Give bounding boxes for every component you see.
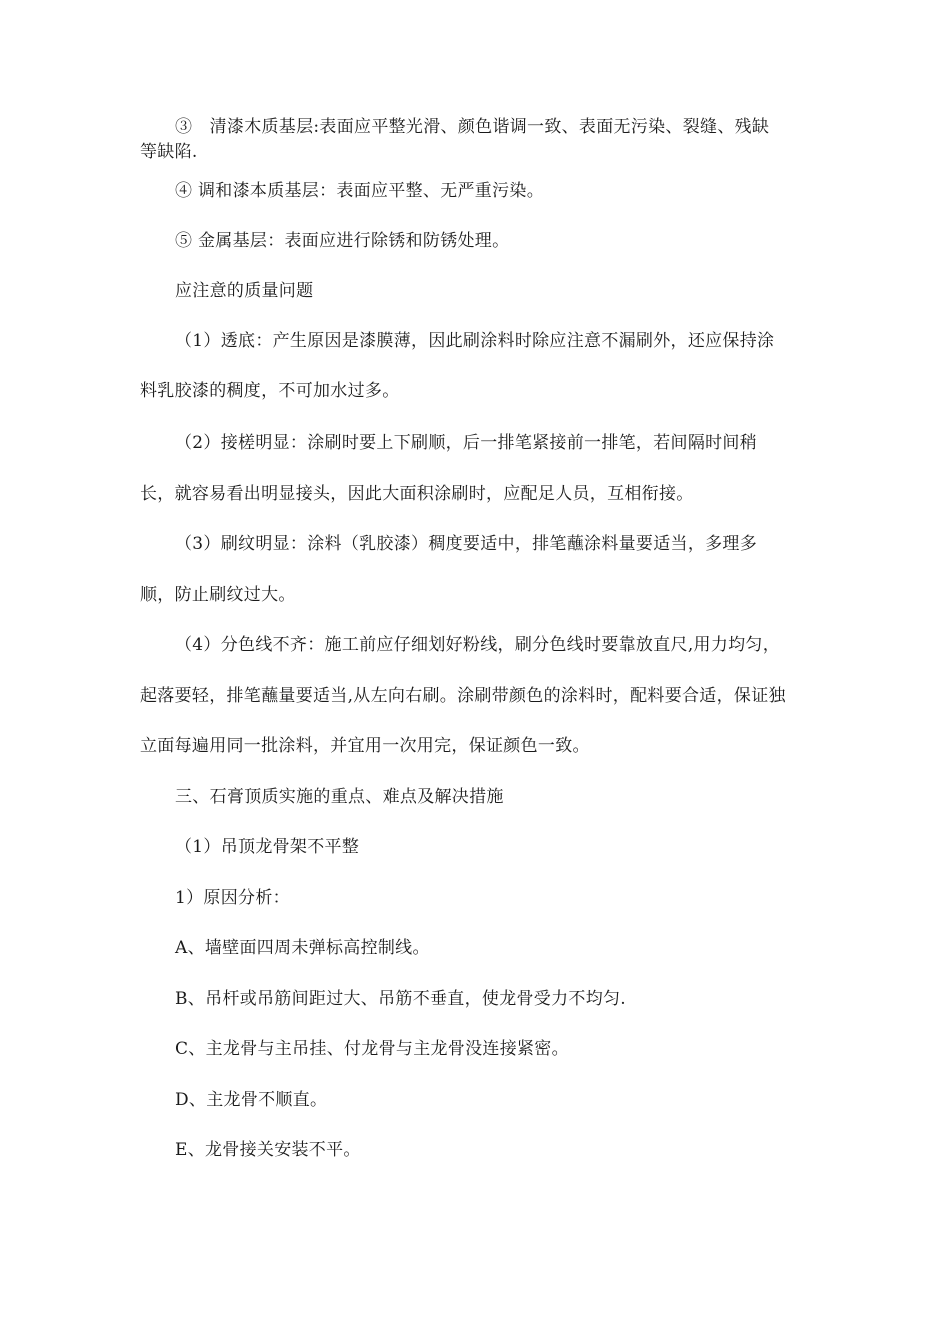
paragraph-line-brush-marks: （3）刷纹明显：涂料（乳胶漆）稠度要适中，排笔蘸涂料量要适当，多理多 [175, 534, 758, 554]
section-heading-gypsum-ceiling: 三、石膏顶质实施的重点、难点及解决措施 [175, 787, 504, 807]
paragraph-line-color-line-cont1: 起落要轻，排笔蘸量要适当,从左向右刷。涂刷带颜色的涂料时，配料要合适，保证独 [140, 686, 786, 706]
list-item-d: D、主龙骨不顺直。 [175, 1090, 328, 1110]
paragraph-line-color-line-cont2: 立面每遍用同一批涂料，并宜用一次用完，保证颜色一致。 [140, 736, 590, 756]
paragraph-line-show-through: （1）透底：产生原因是漆膜薄，因此刷涂料时除应注意不漏刷外，还应保持涂 [175, 331, 775, 351]
subheading-ceiling-frame-uneven: （1）吊顶龙骨架不平整 [175, 837, 360, 857]
list-item-c: C、主龙骨与主吊挂、付龙骨与主龙骨没连接紧密。 [175, 1039, 569, 1059]
section-heading-quality-issues: 应注意的质量问题 [175, 281, 314, 301]
paragraph-line-joint-visible: （2）接槎明显：涂刷时要上下刷顺，后一排笔紧接前一排笔，若间隔时间稍 [175, 433, 758, 453]
subheading-cause-analysis: 1）原因分析： [175, 888, 290, 908]
paragraph-line-blend-paint-base: ④ 调和漆本质基层：表面应平整、无严重污染。 [175, 181, 545, 201]
list-item-a: A、墙壁面四周未弹标高控制线。 [175, 938, 430, 958]
paragraph-line-color-line: （4）分色线不齐：施工前应仔细划好粉线，刷分色线时要靠放直尺,用力均匀， [175, 635, 781, 655]
paragraph-line-show-through-cont: 料乳胶漆的稠度，不可加水过多。 [140, 381, 400, 401]
paragraph-line-joint-visible-cont: 长，就容易看出明显接头，因此大面积涂刷时，应配足人员，互相衔接。 [140, 484, 694, 504]
paragraph-line-varnish-base: ③ 清漆木质基层:表面应平整光滑、颜色谐调一致、表面无污染、裂缝、残缺 [175, 117, 770, 137]
list-item-b: B、吊杆或吊筋间距过大、吊筋不垂直，使龙骨受力不均匀. [175, 989, 626, 1009]
paragraph-line-varnish-base-cont: 等缺陷. [140, 142, 198, 162]
paragraph-line-metal-base: ⑤ 金属基层：表面应进行除锈和防锈处理。 [175, 231, 510, 251]
list-item-e: E、龙骨接关安装不平。 [175, 1140, 361, 1160]
paragraph-line-brush-marks-cont: 顺，防止刷纹过大。 [140, 585, 296, 605]
